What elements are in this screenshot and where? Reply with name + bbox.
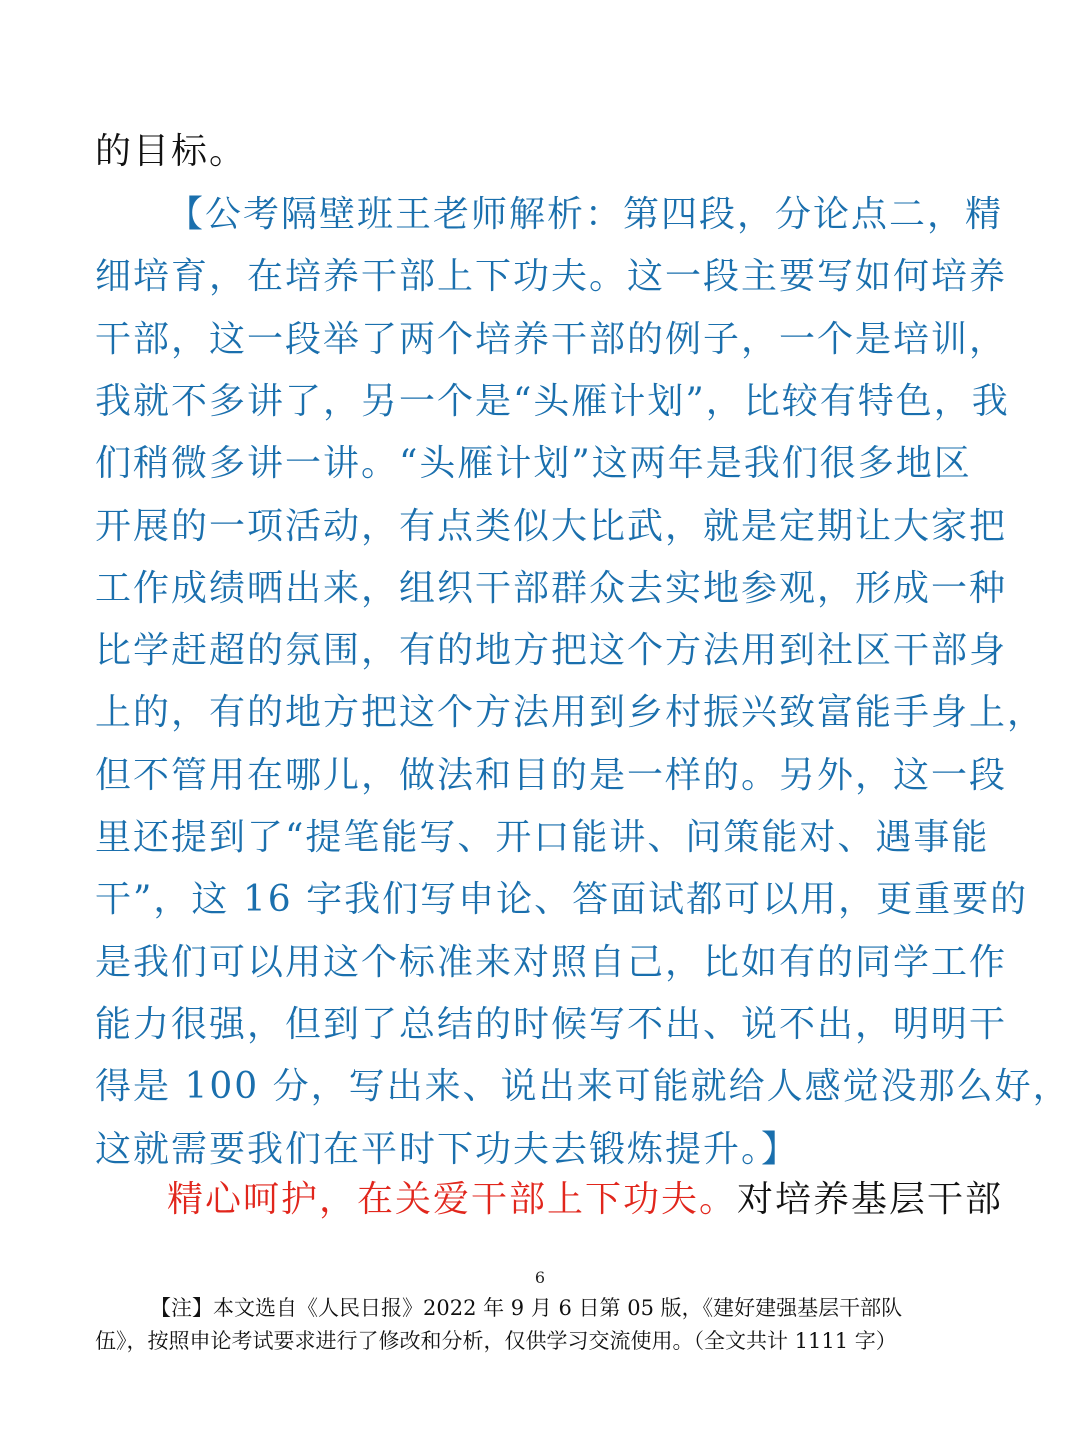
analysis-line: 是我们可以用这个标准来对照自己，比如有的同学工作 [95, 942, 1008, 983]
page-number: 6 [534, 1268, 546, 1287]
analysis-line: 上的，有的地方把这个方法用到乡村振兴致富能手身上， [95, 692, 1046, 733]
analysis-line: 工作成绩晒出来，组织干部群众去实地参观，形成一种 [95, 568, 1008, 609]
body-text: 对培养基层干部 [737, 1179, 1004, 1220]
analysis-line: 们稍微多讲一讲。“头雁计划”这两年是我们很多地区 [95, 443, 972, 484]
last-paragraph-line [167, 1179, 1004, 1220]
analysis-line: 干部，这一段举了两个培养干部的例子，一个是培训， [95, 319, 1008, 360]
analysis-line: 干”，这 16 字我们写申论、答面试都可以用，更重要的 [95, 879, 1029, 920]
analysis-line: 细培育，在培养干部上下功夫。这一段主要写如何培养 [95, 256, 1008, 297]
analysis-line: 比学赶超的氛围，有的地方把这个方法用到社区干部身 [95, 630, 1008, 671]
footnote-line-1: 【注】本文选自《人民日报》2022 年 9 月 6 日第 05 版，《建好建强基层干部队 [150, 1296, 903, 1320]
analysis-line: 能力很强，但到了总结的时候写不出、说不出，明明干 [95, 1004, 1008, 1045]
analysis-line: 开展的一项活动，有点类似大比武，就是定期让大家把 [95, 506, 1008, 547]
analysis-line: 得是 100 分，写出来、说出来可能就给人感觉没那么好， [95, 1066, 1071, 1107]
footnote-line-2: 伍》，按照申论考试要求进行了修改和分析，仅供学习交流使用。（全文共计 1111 字） [95, 1329, 897, 1353]
analysis-line: 里还提到了“提笔能写、开口能讲、问策能对、遇事能 [95, 817, 990, 858]
analysis-line: 这就需要我们在平时下功夫去锻炼提升。】 [95, 1129, 800, 1170]
analysis-line: 但不管用在哪儿，做法和目的是一样的。另外，这一段 [95, 755, 1008, 796]
analysis-line: 我就不多讲了，另一个是“头雁计划”，比较有特色，我 [95, 381, 1010, 422]
analysis-line: 【公考隔壁班王老师解析：第四段，分论点二，精 [167, 194, 1004, 235]
highlight-heading: 精心呵护，在关爱干部上下功夫。 [167, 1179, 738, 1220]
body-text-line: 的目标。 [95, 131, 248, 172]
